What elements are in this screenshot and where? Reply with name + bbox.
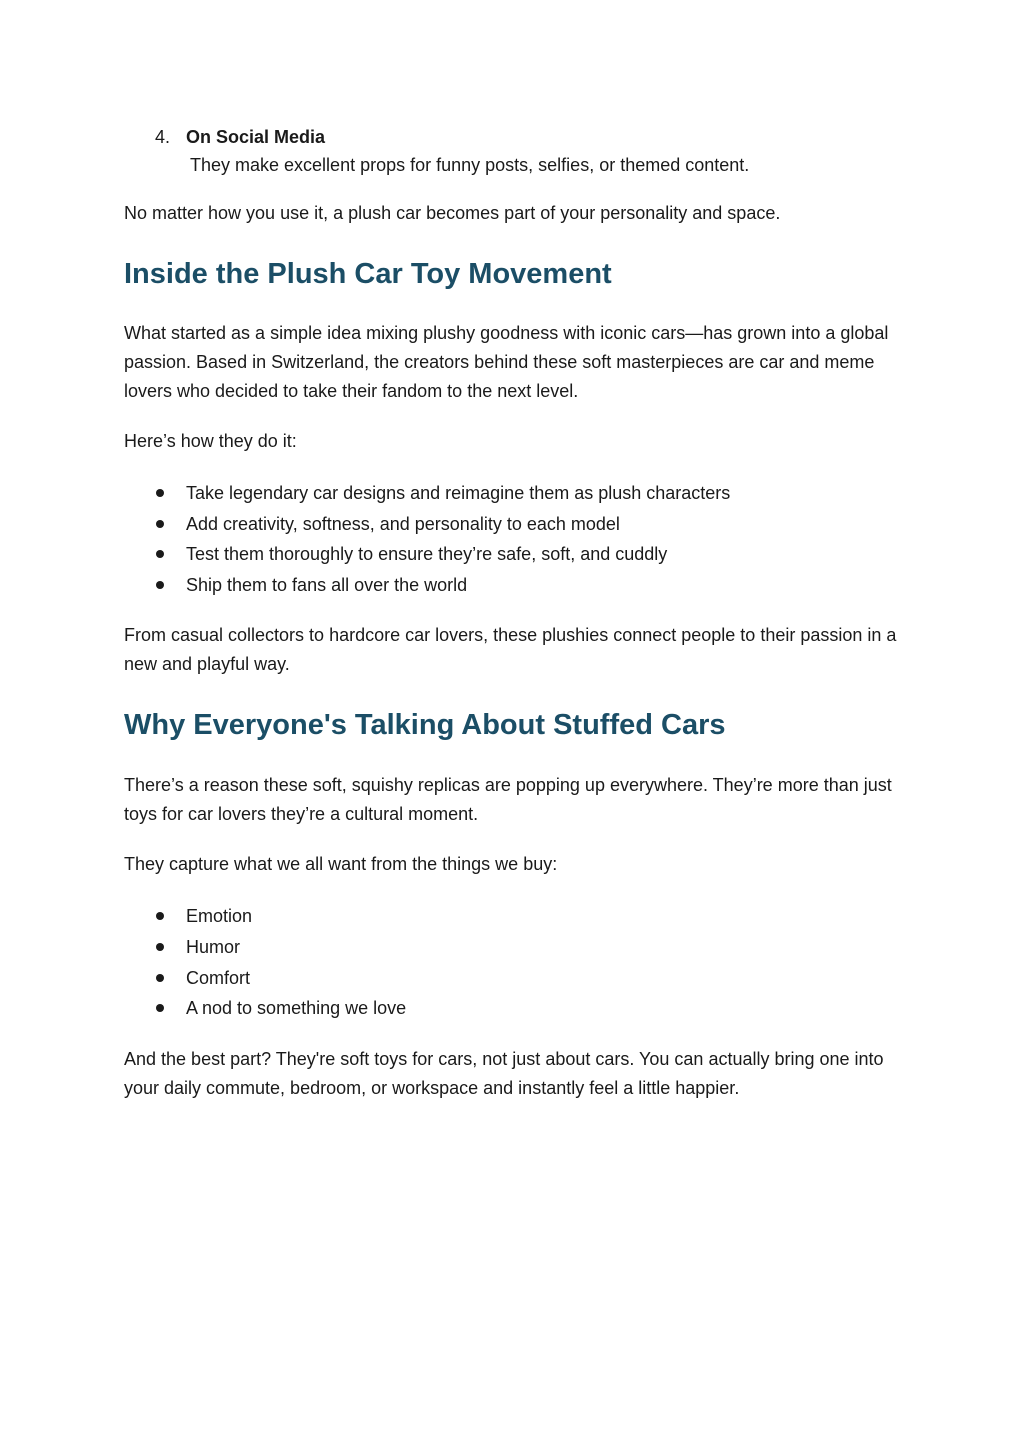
section1-paragraph-1: What started as a simple idea mixing plushy goodness with iconic cars—has grown into a global passion. Based in Switzerland, the creators behind these soft masterpieces are car and meme lovers who decided to take their fandom to the next level. [124, 323, 889, 401]
section2-paragraph-1: There’s a reason these soft, squishy replicas are popping up everywhere. They’re more than just toys for car lovers they’re a cultural moment. [124, 775, 892, 825]
list-item [124, 932, 914, 963]
list-item-text: Test them thoroughly to ensure they’re safe, soft, and cuddly [186, 544, 668, 565]
section1-bullet-list [124, 478, 914, 600]
bullet-icon [156, 1004, 164, 1012]
list-item-text: Add creativity, softness, and personality to each model [186, 513, 620, 534]
list-item-description: They make excellent props for funny posts, selfies, or themed content. [190, 155, 750, 175]
list-item-text: Humor [186, 936, 241, 957]
intro-closing-paragraph: No matter how you use it, a plush car becomes part of your personality and space. [124, 203, 781, 223]
bullet-icon [156, 943, 164, 951]
list-item-text: Ship them to fans all over the world [186, 574, 468, 595]
numbered-list-item [124, 124, 914, 180]
list-item-text: Take legendary car designs and reimagine them as plush characters [186, 483, 731, 503]
section2-paragraph-2: They capture what we all want from the things we buy: [124, 854, 558, 875]
list-item [124, 509, 914, 540]
section2-paragraph-3: And the best part? They're soft toys for cars, not just about cars. You can actually bring one into your daily commute, bedroom, or workspace and instantly feel a little happier. [124, 1048, 884, 1098]
list-number: 4. [155, 127, 171, 147]
bullet-icon [156, 974, 164, 982]
section2-bullet-list [124, 901, 914, 1023]
bullet-icon [156, 520, 164, 528]
section1-paragraph-3: From casual collectors to hardcore car lovers, these plushies connect people to their passion in a new and playful way. [124, 625, 897, 675]
list-item-title: On Social Media [186, 127, 326, 147]
list-item [124, 570, 914, 601]
section-heading-stuffed-cars: Why Everyone's Talking About Stuffed Cars [124, 709, 726, 742]
bullet-icon [156, 912, 164, 920]
section1-paragraph-2: Here’s how they do it: [124, 431, 297, 451]
section-heading-movement: Inside the Plush Car Toy Movement [124, 258, 612, 290]
list-item [124, 901, 914, 932]
list-item-text: Emotion [186, 906, 253, 927]
bullet-icon [156, 581, 164, 589]
bullet-icon [156, 489, 164, 497]
bullet-icon [156, 550, 164, 558]
document-page [124, 124, 914, 1103]
list-item [124, 963, 914, 994]
list-item-text: Comfort [186, 967, 251, 988]
list-item [124, 993, 914, 1024]
list-item-text: A nod to something we love [186, 998, 407, 1019]
list-item [124, 539, 914, 570]
list-item [124, 478, 914, 509]
